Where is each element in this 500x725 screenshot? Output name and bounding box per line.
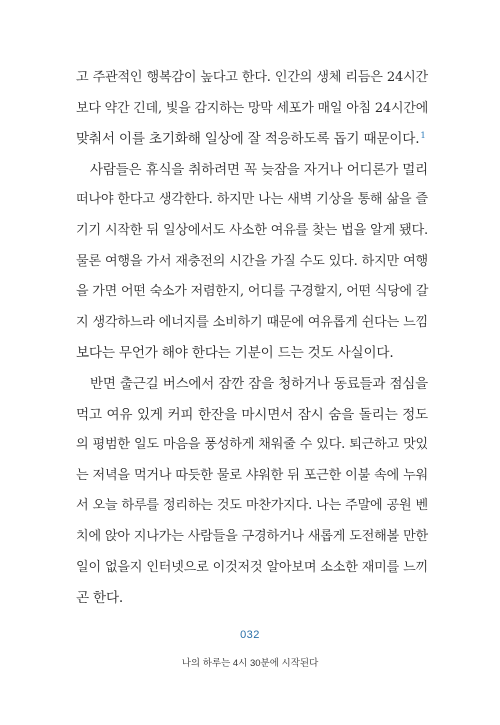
paragraph-1 — [76, 63, 428, 155]
body-text — [76, 63, 428, 614]
text-line: 보다는 무언가 해야 한다는 기분이 드는 것도 사실이다. — [76, 345, 394, 362]
paragraph-3 — [76, 369, 428, 614]
text-line: 떠나야 한다고 생각한다. 하지만 나는 새벽 기상을 통해 삶을 즐 — [76, 192, 428, 208]
text-line: 을 가면 어떤 숙소가 저렴한지, 어디를 구경할지, 어떤 식당에 갈 — [76, 284, 429, 300]
text-line: 서 오늘 하루를 정리하는 것도 마찬가지다. 나는 주말에 공원 벤 — [76, 498, 428, 514]
text-line: 사람들은 휴식을 취하려면 꼭 늦잠을 자거나 어디론가 멀리 — [90, 161, 428, 178]
page-number: 032 — [240, 629, 260, 641]
text-line: 일이 없을지 인터넷으로 이것저것 알아보며 소소한 재미를 느끼 — [76, 559, 428, 575]
text-line: 보다 약간 긴데, 빛을 감지하는 망막 세포가 매일 아침 24시간에 — [76, 100, 429, 116]
text-line: 지 생각하느라 에너지를 소비하기 때문에 여유롭게 쉰다는 느낌 — [76, 314, 428, 330]
text-line — [76, 124, 428, 155]
footnote-marker[interactable]: 1 — [420, 130, 426, 141]
text-line: 의 평범한 일도 마음을 풍성하게 채워줄 수 있다. 퇴근하고 맛있 — [76, 437, 428, 453]
text-line-content: 맞춰서 이를 초기화해 일상에 잘 적응하도록 돕기 때문이다. — [76, 131, 420, 148]
text-line: 는 저녁을 먹거나 따듯한 물로 샤워한 뒤 포근한 이불 속에 누워 — [76, 467, 428, 483]
text-line: 기기 시작한 뒤 일상에서도 사소한 여유를 찾는 법을 알게 됐다. — [76, 222, 428, 238]
text-line: 치에 앉아 지나가는 사람들을 구경하거나 새롭게 도전해볼 만한 — [76, 528, 428, 544]
text-line: 반면 출근길 버스에서 잠깐 잠을 청하거나 동료들과 점심을 — [90, 375, 428, 392]
text-line: 곤 한다. — [76, 590, 124, 607]
text-line: 물론 여행을 가서 재충전의 시간을 가질 수도 있다. 하지만 여행 — [76, 253, 428, 269]
text-line: 고 주관적인 행복감이 높다고 한다. 인간의 생체 리듬은 24시간 — [76, 70, 428, 85]
running-title: 나의 하루는 4시 30분에 시작된다 — [181, 658, 319, 669]
text-line: 먹고 여유 있게 커피 한잔을 마시면서 잠시 숨을 돌리는 정도 — [76, 406, 428, 423]
paragraph-2 — [76, 155, 428, 369]
